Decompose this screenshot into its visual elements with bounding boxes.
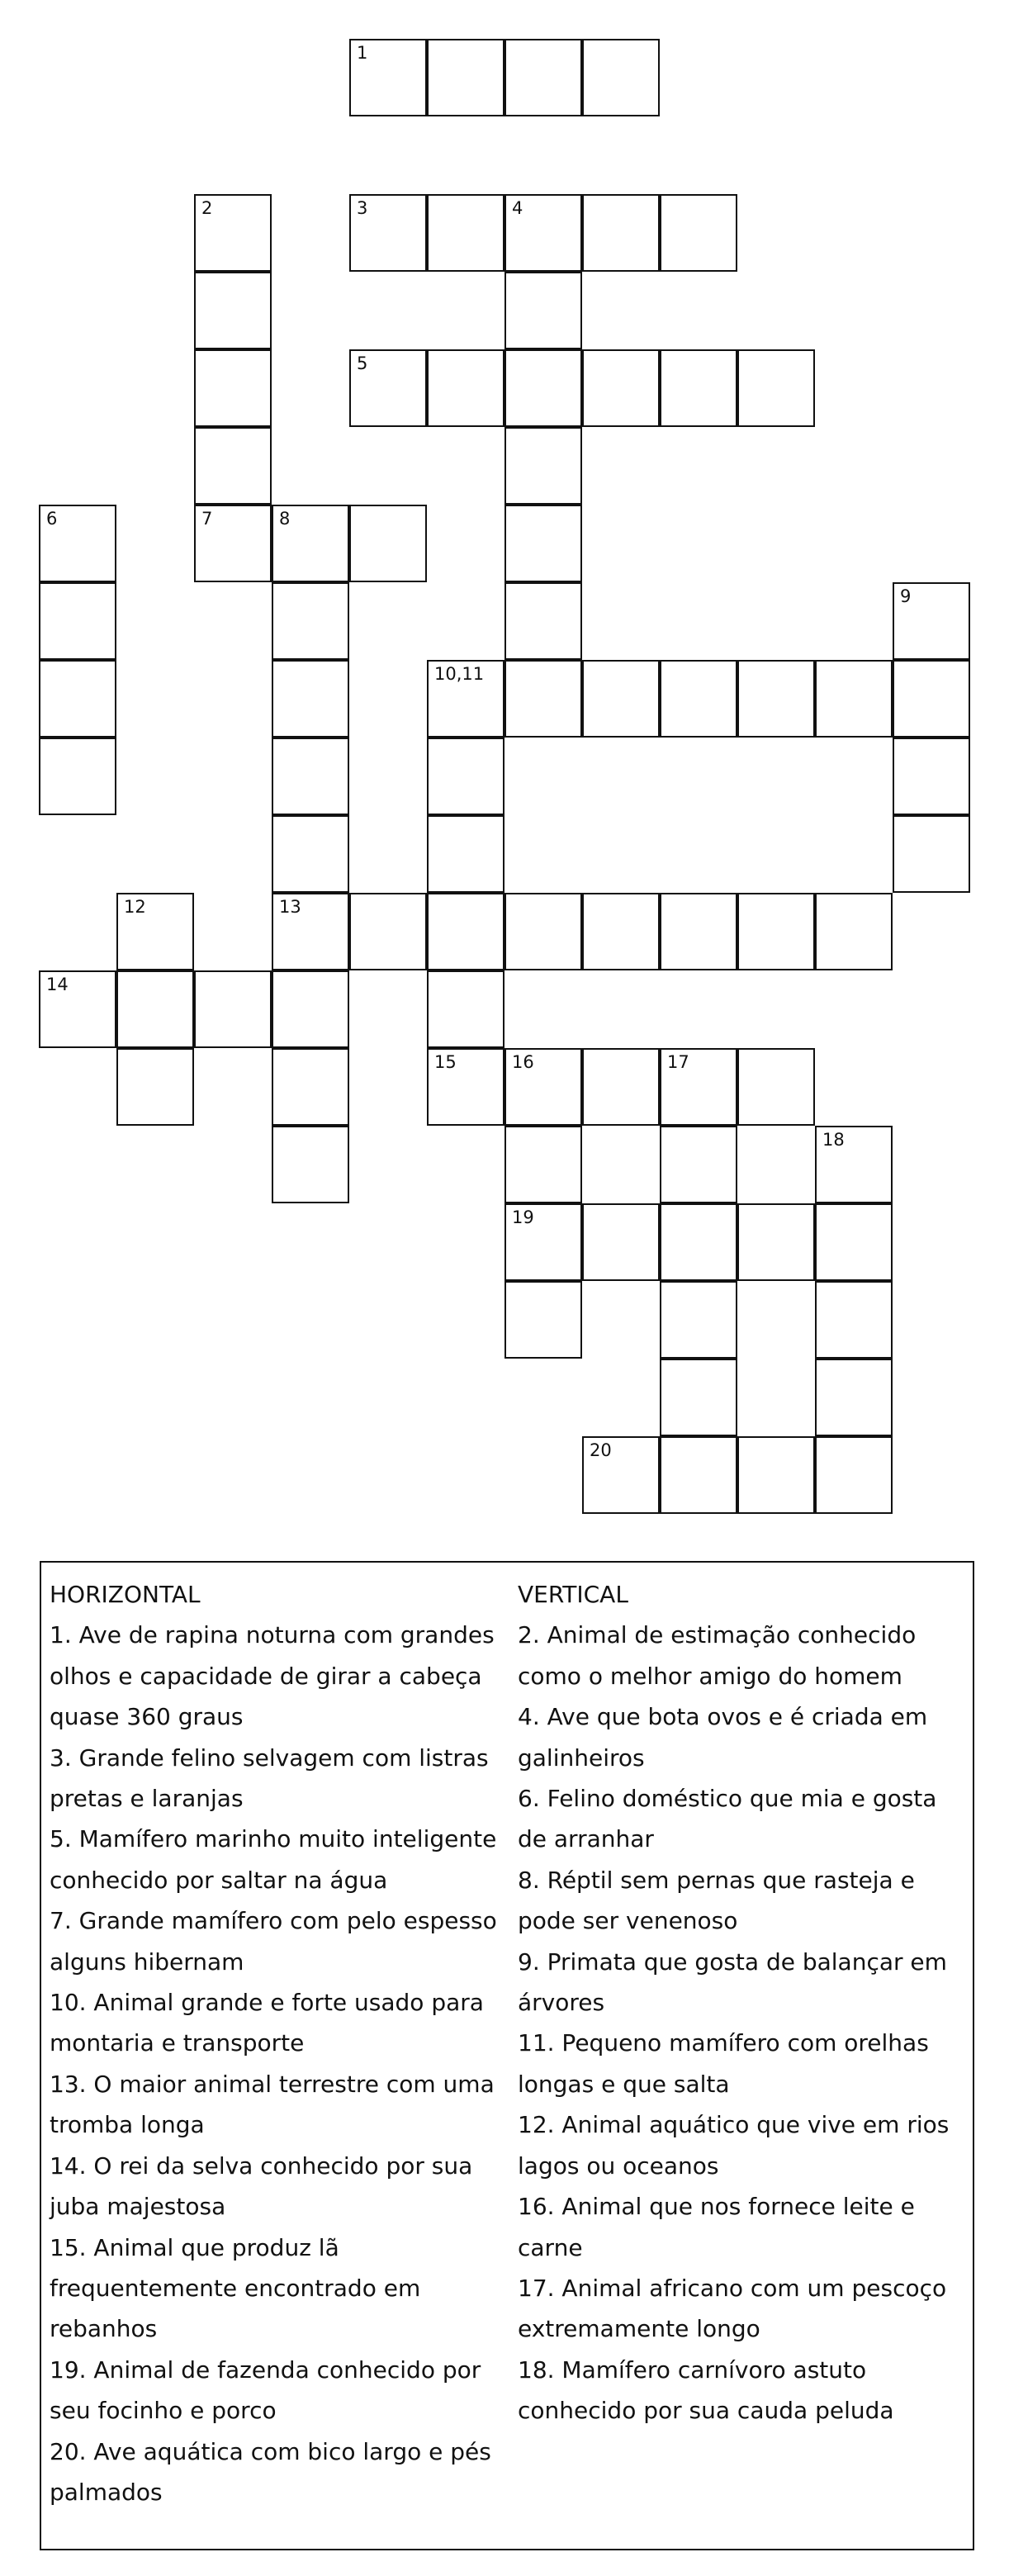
grid-cell[interactable] (582, 893, 660, 970)
grid-cell[interactable] (116, 970, 194, 1048)
clue-v-17: 17. Animal africano com um pescoço extremamente longo (518, 2274, 947, 2343)
clue-number: 16 (512, 1052, 534, 1072)
clue-number: 9 (900, 586, 912, 606)
grid-cell[interactable] (272, 582, 349, 660)
grid-cell[interactable] (427, 349, 504, 427)
horizontal-title: HORIZONTAL (50, 1581, 201, 1608)
grid-cell[interactable] (737, 349, 815, 427)
grid-cell[interactable] (194, 970, 272, 1048)
clue-number: 14 (46, 975, 69, 994)
clue-number: 4 (512, 198, 523, 218)
grid-cell[interactable] (194, 272, 272, 349)
clue-number: 13 (279, 897, 301, 917)
clue-h-10: 10. Animal grande e forte usado para montaria e transporte (50, 1989, 484, 2057)
grid-cell[interactable] (427, 738, 504, 815)
clue-v-12: 12. Animal aquático que vive em rios lagos ou oceanos (518, 2111, 950, 2180)
clue-number: 2 (201, 198, 213, 218)
grid-cell[interactable] (815, 660, 893, 738)
grid-cell[interactable] (660, 893, 737, 970)
clue-number: 1 (357, 43, 368, 63)
grid-cell[interactable] (349, 505, 427, 582)
clue-h-3: 3. Grande felino selvagem com listras pretas e laranjas (50, 1743, 489, 1813)
clue-number: 6 (46, 509, 58, 529)
clue-number: 8 (279, 509, 291, 529)
grid-cell[interactable] (349, 893, 427, 970)
clue-h-7: 7. Grande mamífero com pelo espesso alguns hibernam (50, 1907, 497, 1976)
grid-cell[interactable] (582, 1048, 660, 1126)
grid-cell[interactable] (660, 1281, 737, 1359)
clue-number: 7 (201, 509, 213, 529)
grid-cell[interactable] (39, 582, 116, 660)
grid-cell[interactable] (582, 194, 660, 272)
grid-cell[interactable] (893, 660, 970, 738)
grid-cell[interactable] (504, 1126, 582, 1203)
grid-cell[interactable] (815, 1436, 893, 1514)
grid-cell[interactable] (272, 738, 349, 815)
grid-cell[interactable] (815, 1203, 893, 1281)
vertical-clues (518, 1574, 968, 2431)
grid-cell[interactable] (272, 815, 349, 893)
grid-cell[interactable] (893, 738, 970, 815)
clue-v-9: 9. Primata que gosta de balançar em árvores (518, 1947, 947, 2017)
grid-cell[interactable] (504, 505, 582, 582)
clue-number: 18 (822, 1130, 845, 1150)
grid-cell[interactable] (194, 349, 272, 427)
grid-cell[interactable] (272, 970, 349, 1048)
clue-h-13: 13. O maior animal terrestre com uma tromba longa (50, 2070, 495, 2139)
grid-cell[interactable] (427, 39, 504, 116)
clue-number: 12 (124, 897, 146, 917)
grid-cell[interactable] (427, 970, 504, 1048)
grid-cell[interactable] (39, 738, 116, 815)
grid-cell[interactable] (504, 349, 582, 427)
grid-cell[interactable] (660, 194, 737, 272)
clue-number: 17 (667, 1052, 689, 1072)
grid-cell[interactable] (582, 1203, 660, 1281)
clue-v-11: 11. Pequeno mamífero com orelhas longas e que salta (518, 2029, 929, 2098)
clue-v-16: 16. Animal que nos fornece leite e carne (518, 2193, 915, 2261)
grid-cell[interactable] (116, 1048, 194, 1126)
clue-v-8: 8. Réptil sem pernas que rasteja e pode ser venenoso (518, 1866, 915, 1935)
grid-cell[interactable] (737, 1436, 815, 1514)
clue-number: 5 (357, 353, 368, 373)
grid-cell[interactable] (893, 815, 970, 893)
clue-v-2: 2. Animal de estimação conhecido como o melhor amigo do homem (518, 1621, 917, 1690)
grid-cell[interactable] (660, 660, 737, 738)
grid-cell[interactable] (272, 660, 349, 738)
grid-cell[interactable] (194, 427, 272, 505)
grid-cell[interactable] (660, 1359, 737, 1436)
clue-number: 20 (590, 1440, 612, 1460)
clue-v-4: 4. Ave que bota ovos e é criada em galinheiros (518, 1703, 928, 1772)
grid-cell[interactable] (427, 893, 504, 970)
grid-cell[interactable] (272, 1126, 349, 1203)
grid-cell[interactable] (582, 39, 660, 116)
grid-cell[interactable] (272, 1048, 349, 1126)
clue-h-14: 14. O rei da selva conhecido por sua juba majestosa (50, 2151, 473, 2221)
clues-box (40, 1561, 974, 2550)
clue-number: 10,11 (434, 664, 485, 684)
grid-cell[interactable] (582, 349, 660, 427)
grid-cell[interactable] (660, 1126, 737, 1203)
grid-cell[interactable] (737, 893, 815, 970)
clue-h-20: 20. Ave aquática com bico largo e pés palmados (50, 2437, 491, 2506)
grid-cell[interactable] (504, 1281, 582, 1359)
clue-h-19: 19. Animal de fazenda conhecido por seu focinho e porco (50, 2355, 481, 2425)
grid-cell[interactable] (504, 582, 582, 660)
grid-cell[interactable] (737, 1203, 815, 1281)
grid-cell[interactable] (582, 660, 660, 738)
clue-v-18: 18. Mamífero carnívoro astuto conhecido por sua cauda peluda (518, 2355, 894, 2425)
grid-cell[interactable] (427, 194, 504, 272)
grid-cell[interactable] (815, 893, 893, 970)
grid-cell[interactable] (660, 1203, 737, 1281)
clue-h-1: 1. Ave de rapina noturna com grandes olhos e capacidade de girar a cabeça quase 360 graus (50, 1621, 495, 1731)
clue-number: 19 (512, 1207, 534, 1227)
grid-cell[interactable] (504, 272, 582, 349)
grid-cell[interactable] (815, 1281, 893, 1359)
grid-cell[interactable] (504, 427, 582, 505)
clue-v-6: 6. Felino doméstico que mia e gosta de arranhar (518, 1785, 937, 1853)
horizontal-clues (50, 1574, 508, 2512)
clue-h-15: 15. Animal que produz lã frequentemente encontrado em rebanhos (50, 2233, 421, 2343)
clue-h-5: 5. Mamífero marinho muito inteligente conhecido por saltar na água (50, 1825, 497, 1894)
grid-cell[interactable] (427, 815, 504, 893)
grid-cell[interactable] (815, 1359, 893, 1436)
vertical-title: VERTICAL (518, 1581, 628, 1608)
grid-cell[interactable] (504, 660, 582, 738)
grid-cell[interactable] (504, 893, 582, 970)
clue-number: 3 (357, 198, 368, 218)
clue-number: 15 (434, 1052, 457, 1072)
grid-cell[interactable] (737, 1048, 815, 1126)
grid-cell[interactable] (660, 349, 737, 427)
grid-cell[interactable] (737, 660, 815, 738)
grid-cell[interactable] (504, 39, 582, 116)
grid-cell[interactable] (39, 660, 116, 738)
grid-cell[interactable] (660, 1436, 737, 1514)
